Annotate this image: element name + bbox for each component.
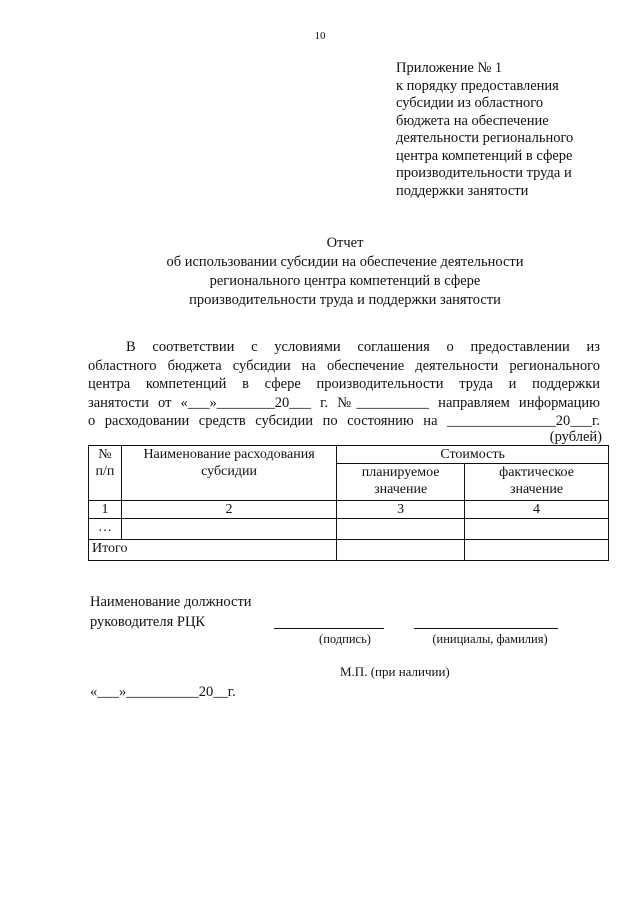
signatory-position (90, 592, 252, 632)
table-cell: 4 (465, 501, 609, 519)
units-label: (рублей) (549, 429, 602, 445)
report-title (80, 234, 610, 310)
header-cost: Стоимость (337, 446, 609, 464)
paragraph-line: занятости от «___»________20___ г. №__________ направляем информацию (88, 394, 600, 411)
costs-table (88, 445, 609, 561)
appendix-line: к порядку предоставления (396, 77, 559, 94)
paragraph-line: областного бюджета субсидии на обеспечение деятельности регионального (88, 357, 600, 374)
header-planned: планируемое значение (337, 464, 465, 501)
name-caption: (инициалы, фамилия) (432, 632, 548, 646)
page-number: 10 (314, 30, 326, 42)
position-line: руководителя РЦК (90, 614, 206, 630)
table-cell (337, 519, 465, 540)
total-label: Итого (89, 540, 337, 561)
appendix-line: производительности труда и (396, 165, 572, 181)
title-line: производительности труда и поддержки занятости (189, 292, 501, 308)
name-line (414, 628, 558, 629)
signature-line (274, 628, 384, 629)
signature-caption: (подпись) (319, 632, 371, 646)
table-cell: 3 (337, 501, 465, 519)
appendix-line: деятельности регионального (396, 130, 574, 146)
appendix-line: Приложение № 1 (396, 60, 503, 76)
table-cell: 2 (121, 501, 336, 519)
header-expense-name: Наименование расходования субсидии (121, 446, 336, 501)
table-cell (121, 519, 336, 540)
paragraph-line: центра компетенций в сфере производительности труда и поддержки (88, 376, 600, 392)
paragraph-line: о расходовании средств субсидии по состоянию на _______________20___г. (88, 413, 600, 429)
table-cell: … (89, 519, 122, 540)
appendix-line: бюджета на обеспечение (396, 112, 549, 129)
intro-paragraph (88, 338, 600, 431)
appendix-line: поддержки занятости (396, 182, 529, 199)
position-line: Наименование должности (90, 594, 252, 610)
appendix-header (396, 60, 626, 200)
stamp-label: М.П. (при наличии) (340, 664, 450, 679)
appendix-line: субсидии из областного (396, 95, 544, 111)
table-cell (465, 540, 609, 561)
title-line: регионального центра компетенций в сфере (209, 273, 481, 289)
table-row (89, 519, 609, 540)
table-cell (337, 540, 465, 561)
table-cell (465, 519, 609, 540)
table-cell: 1 (89, 501, 122, 519)
paragraph-line: В соответствии с условиями соглашения о предоставлении из (126, 339, 600, 355)
title-line: об использовании субсидии на обеспечение деятельности (166, 254, 524, 270)
table-header-row (89, 446, 609, 464)
date-line: «___»__________20__г. (90, 684, 236, 700)
appendix-line: центра компетенций в сфере (396, 147, 573, 164)
header-actual: фактическое значение (465, 464, 609, 501)
title-line: Отчет (326, 235, 364, 251)
table-row (89, 501, 609, 519)
header-number: № п/п (89, 446, 122, 501)
table-total-row (89, 540, 609, 561)
